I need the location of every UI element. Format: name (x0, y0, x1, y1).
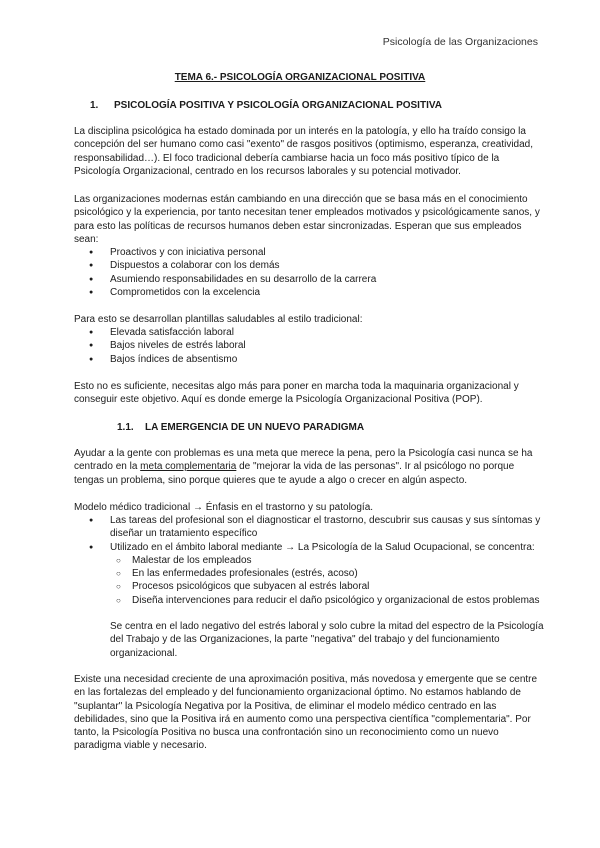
text-run: Ayudar a la gente con problemas es una meta que merece la pena, pero la Psicología casi nunca se ha centrado en la (74, 448, 533, 473)
employee-traits-list (74, 246, 544, 299)
paragraph-positive-approach: Existe una necesidad creciente de una aproximación positiva, más novedosa y emergente que se centre en las fortalezas del empleado y del funcionamiento organizacional óptimo. No estamos hablando de "suplantar" la Psicología Negativa por la Positiva, de eliminar el modelo médico centrado en las debilidades, sino que la Positiva irá en aumento como una perspectiva científica "complementaria". Por tanto, la Psicología Positiva no busca una confrontación sino un reconocimiento como un nuevo paradigma viable y necesario. (74, 674, 538, 752)
paragraph-intro: La disciplina psicológica ha estado dominada por un interés en la patología, y ello ha traído consigo la concepción del ser humano como casi "exento" de rasgos positivos (optimismo, esperanza, creatividad, responsabilidad…). El foco tradicional debería cambiarse hacia un foco más positivo típico de la Psicología Organizacional, centrado en los recursos laborales y su potencial motivador. (74, 126, 533, 177)
sub-list-item: ○ Procesos psicológicos que subyacen al estrés laboral (74, 580, 544, 593)
section-heading-1 (90, 100, 442, 111)
medical-model-list (74, 514, 544, 607)
list-item: ● Dispuestos a colaborar con los demás (74, 259, 544, 272)
healthy-staff-list (74, 326, 544, 366)
underlined-text: meta complementaria (140, 461, 237, 473)
indented-text: Se centra en el lado negativo del estrés laboral y solo cubre la mitad del espectro de la Psicología del Trabajo y de las Organizaciones, la parte "negativa" del trabajo y del funcionamiento organizacional. (110, 621, 544, 659)
list-item: ● Elevada satisfacción laboral (74, 326, 544, 339)
paragraph-complementary-goal (74, 447, 544, 487)
list-item: ● Bajos índices de absentismo (74, 353, 544, 366)
section-number: 1.1. (117, 422, 134, 433)
text-run: de "mejorar la vida de las personas". Ir al psicólogo no porque tengas un problema, sino porque quieres que te ayude a algo o crecer en algún aspecto. (74, 461, 515, 486)
sub-list-item: ○ Malestar de los empleados (74, 554, 544, 567)
section-heading-1-1 (117, 422, 364, 433)
list-item (74, 541, 544, 607)
sub-list-item: ○ En las enfermedades profesionales (estrés, acoso) (74, 567, 544, 580)
list-item: ● Las tareas del profesional son el diagnosticar el trastorno, descubrir sus causas y sus síntomas y diseñar un tratamiento específico (74, 514, 544, 541)
list-item-text: Utilizado en el ámbito laboral mediante → La Psicología de la Salud Ocupacional, se concentra: (110, 541, 535, 553)
running-header: Psicología de las Organizaciones (382, 36, 538, 48)
document-title: TEMA 6.- PSICOLOGÍA ORGANIZACIONAL POSITIVA (174, 72, 426, 83)
paragraph-healthy-staff: Para esto se desarrollan plantillas saludables al estilo tradicional: (74, 314, 363, 325)
paragraph-medical-model: Modelo médico tradicional → Énfasis en el trastorno y su patología. (74, 502, 374, 513)
paragraph-pop: Esto no es suficiente, necesitas algo más para poner en marcha toda la maquinaria organizacional y conseguir este objetivo. Aquí es donde emerge la Psicología Organizacional Positiva (POP). (74, 381, 519, 406)
occupational-health-sublist (74, 554, 544, 607)
list-item: ● Comprometidos con la excelencia (74, 286, 544, 299)
list-item: ● Proactivos y con iniciativa personal (74, 246, 544, 259)
sub-list-item: ○ Diseña intervenciones para reducir el daño psicológico y organizacional de estos problemas (74, 594, 544, 607)
list-item: ● Asumiendo responsabilidades en su desarrollo de la carrera (74, 273, 544, 286)
list-item: ● Bajos niveles de estrés laboral (74, 339, 544, 352)
section-heading-text: LA EMERGENCIA DE UN NUEVO PARADIGMA (145, 422, 365, 433)
section-heading-text: PSICOLOGÍA POSITIVA Y PSICOLOGÍA ORGANIZACIONAL POSITIVA (114, 100, 442, 111)
paragraph-organizations: Las organizaciones modernas están cambiando en una dirección que se basa más en el conocimiento psicológico y la experiencia, por tanto necesitan tener empleados motivados y psicológicamente sanos, y para esto las políticas de recursos humanos deben estar sincronizadas. Esperan que sus empleados sean: (74, 194, 540, 245)
paragraph-negative-side (74, 620, 544, 660)
section-number: 1. (90, 100, 99, 111)
